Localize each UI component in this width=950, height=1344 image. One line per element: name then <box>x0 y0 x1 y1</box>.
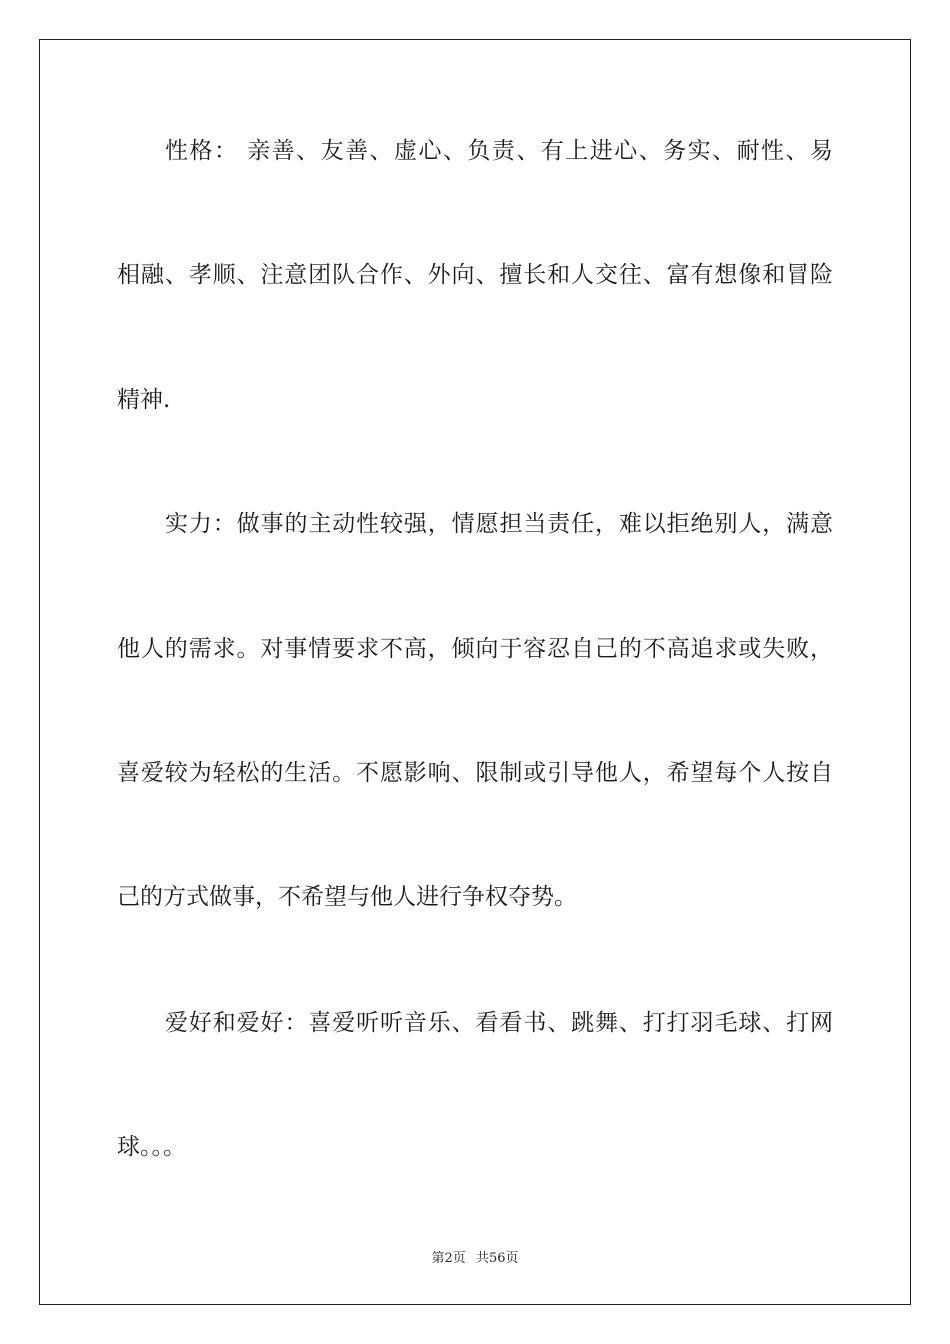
paragraph-1-line-1: 性格： 亲善、友善、虚心、负责、有上进心、务实、耐性、易 <box>165 138 833 164</box>
page-total: 共56页 <box>475 1251 519 1266</box>
page-footer <box>0 1247 950 1266</box>
paragraph-1-line-2: 相融、孝顺、注意团队合作、外向、擅长和人交往、富有想像和冒险 <box>117 262 833 288</box>
paragraph-2-line-2: 他人的需求。对事情要求不高，倾向于容忍自己的不高追求或失败， <box>117 636 833 662</box>
paragraph-2-line-1: 实力：做事的主动性较强，情愿担当责任，难以拒绝别人，满意 <box>165 511 833 537</box>
paragraph-1-line-3: 精神. <box>117 387 171 413</box>
paragraph-3-line-2: 球。。。 <box>117 1134 186 1160</box>
paragraph-2-line-4: 己的方式做事，不希望与他人进行争权夺势。 <box>117 884 577 910</box>
paragraph-2-line-3: 喜爱较为轻松的生活。不愿影响、限制或引导他人，希望每个人按自 <box>117 760 833 786</box>
page-number: 第2页 <box>431 1251 466 1266</box>
page-border <box>39 39 911 1305</box>
paragraph-3-line-1: 爱好和爱好：喜爱听听音乐、看看书、跳舞、打打羽毛球、打网 <box>165 1010 833 1036</box>
